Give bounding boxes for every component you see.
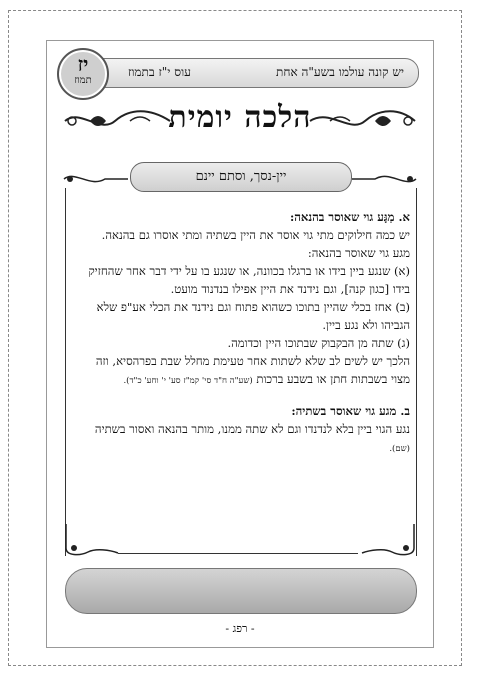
footer-bar (65, 568, 417, 614)
page-title: הלכה יומית (168, 100, 312, 135)
bottom-divider (118, 553, 358, 554)
section-a-item-1: (א) שנגע ביין בידו או ברגלו בכוונה, או שנגע בו על ידי דבר אחר שהחזיק בידו [כגון קנה], וגם נידנד את היין אפילו בנדנוד מועט. (88, 264, 410, 296)
section-a-note-text: הלכך יש לשים לב שלא לשתות אחר טעימת מחלל שבת בפרהסיא, וזה מצוי בשבתות חתן או בשבע ברכות (95, 354, 410, 386)
section-a-item-3: (ג) שתה מן הבקבוק שבתוכו היין וכדומה. (227, 336, 410, 350)
badge-month: תמוז (74, 75, 92, 86)
halacha-text (76, 208, 410, 458)
section-b-text-line (76, 420, 410, 458)
section-a-note (76, 352, 410, 390)
section-a-item-2: (ב) אחז בכלי שהיין בתוכו כשהוא פתוח וגם נידנד את הכלי אע"פ שלא הגביהו ולא נגע ביין. (96, 300, 410, 332)
section-a-intro: יש כמה חילוקים מתי גוי אוסר את היין בשתיה ומתי אוסרו גם בהנאה. (101, 228, 410, 242)
bottom-left-flourish-icon (60, 520, 120, 560)
badge-day: יז (77, 52, 89, 76)
section-subtitle: יין-נסך, וסתם יינם (130, 162, 352, 192)
header-date: עוס י"ז בתמוז (128, 65, 191, 79)
header-bar (65, 58, 419, 88)
page-number: - רפג - (225, 622, 255, 635)
right-ornament-icon (305, 108, 420, 134)
section-b-heading: ב. מגע גוי שאוסר בשתיה: (291, 404, 410, 418)
subtitle-right-flourish-icon (350, 168, 420, 190)
section-a-heading: א. מַגָּע גוי שאוסר בהנאה: (289, 210, 410, 224)
section-b-ref: (שם). (389, 444, 410, 454)
bottom-right-flourish-icon (360, 520, 420, 560)
section-a-subheading: מגע גוי שאוסר בהנאה: (307, 246, 410, 260)
header-quote: יש קונה עולמו בשע"ה אחת (276, 65, 404, 79)
section-a-note-ref: (שע"ה ח"ד סי' קמ"ז סע' י' וחע' כ"ד). (123, 376, 253, 386)
subtitle-left-flourish-icon (60, 168, 130, 190)
section-b-text: נגע הגוי ביין בלא לנדנדו וגם לא שתה ממנו, מותר בהנאה ואסור בשתיה (94, 422, 410, 436)
date-badge (57, 48, 109, 100)
